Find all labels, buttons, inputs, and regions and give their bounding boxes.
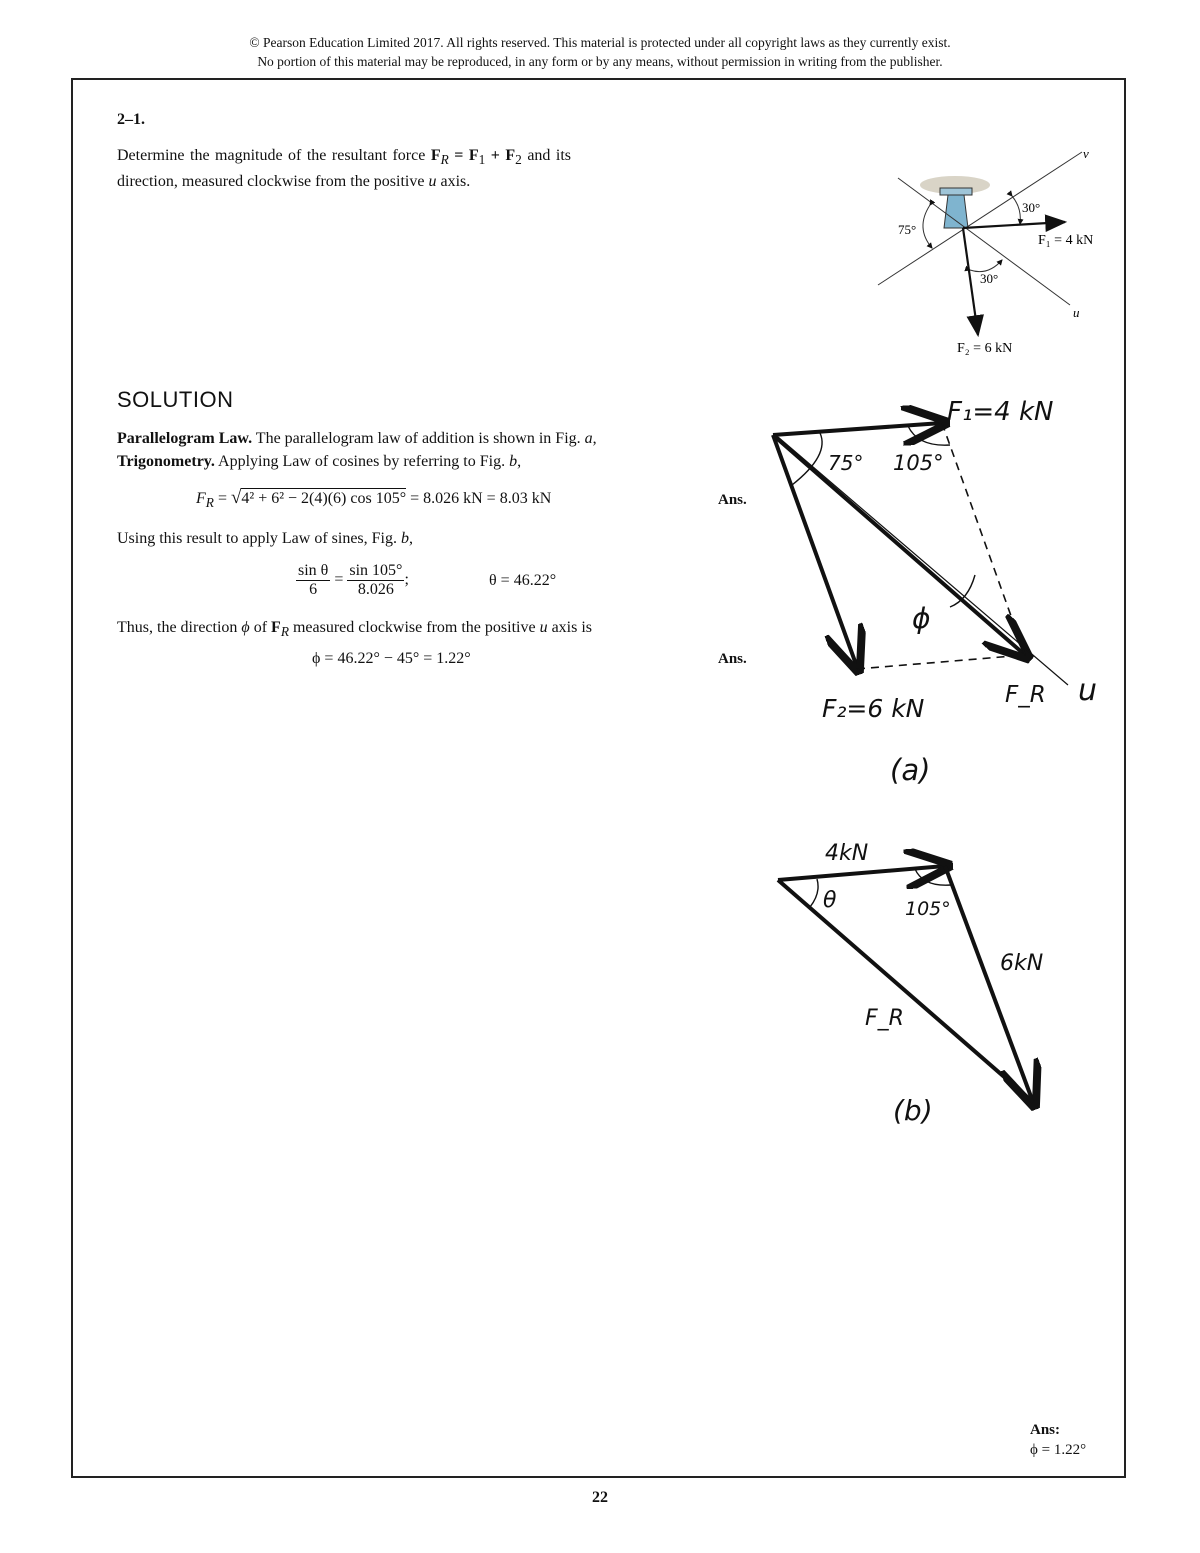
f2-symbol: $F_2$ [505,147,522,168]
parallelogram-law-heading: Parallelogram Law. [117,430,253,447]
copyright-line-1: © Pearson Education Limited 2017. All rights reserved. This material is protected under all copyright laws as they currently exist. [249,35,951,50]
angle-75-label: 75° [898,222,917,237]
sketch-b-4kn-vector [778,866,945,880]
answer-label-2: Ans. [718,651,747,667]
sketch-b-fr-label: F_R [865,1006,904,1031]
sketch-b-4kn-label: 4kN [825,841,869,866]
statement-text-1: Determine the magnitude of the resultant force [117,147,426,164]
sine-den-1: 6 [309,581,318,598]
u-symbol: u [428,173,437,191]
sketch-a-u-label: u [1078,673,1098,708]
sketch-a-angle-105: 105° [893,451,944,475]
line3-text: Using this result to apply Law of sines, Fig. [117,530,401,547]
eq1-result: = 8.026 kN = 8.03 kN [406,490,552,507]
sine-num-2: sin 105° [349,562,403,579]
problem-statement [117,145,571,193]
trigonometry-heading: Trigonometry. [117,453,215,470]
copyright-line-2: No portion of this material may be reproduced, in any form or by any means, without permission in writing from the publisher. [257,54,943,69]
solution-line-3 [117,528,413,550]
final-answer-label: Ans: [1030,1422,1061,1438]
problem-figure [860,140,1120,365]
f2-arrow [963,228,978,335]
sketch-a-f1-vector [773,423,942,435]
sine-fraction-2 [347,562,404,599]
radicand: 4² + 6² − 2(4)(6) cos 105° [241,490,407,507]
angle-arc-75 [923,205,932,248]
phi-equation: ϕ = 46.22° − 45° = 1.22° [312,650,471,667]
statement-text-3: axis. [436,173,471,191]
f2-label: F₂ = 6 kN [957,341,1013,356]
fr-symbol: $F_R$ [430,147,449,168]
sketch-a-caption: (a) [890,753,931,787]
sqrt-sign: √ [230,487,242,508]
angle-arc-30-top [1012,196,1020,224]
line3-fig: b [400,530,409,547]
sketch-a-arc-75 [792,433,822,485]
sketch-a-fr-label: F_R [1005,682,1046,708]
sketch-b-6kn-vector [945,866,1033,1102]
sine-fraction-1 [296,562,330,599]
answer-label-1: Ans. [718,492,747,508]
line4-b: of [249,619,272,636]
eq-sign: = [448,147,469,164]
sketch-a-parallelogram [760,385,1120,795]
sketch-a-f1-label: F₁=4 kN [947,397,1054,427]
v-axis-label: v [1083,146,1089,161]
problem-number: 2–1. [117,111,145,128]
v-axis [878,152,1082,285]
line2-end: , [517,453,522,470]
solution-line-1 [117,428,597,450]
sketch-a-angle-75: 75° [828,451,864,475]
line4-u: u [539,619,548,636]
line4-a: Thus, the direction [117,619,242,636]
line4-c: measured clockwise from the positive [288,619,540,636]
sketch-b-angle-105: 105° [905,898,951,920]
law-of-cosines-equation [196,487,551,511]
line3-end: , [408,530,413,547]
fr-lhs-sub: R [205,495,214,511]
fr-lhs: F [196,490,206,507]
eq1-equals: = [213,490,231,507]
solution-line-2 [117,451,521,473]
u-axis-label: u [1073,305,1080,320]
support-bracket [944,195,968,228]
final-answer-value: ϕ = 1.22° [1030,1442,1087,1458]
sketch-b-6kn-label: 6kN [1000,951,1044,976]
plus-sign: + [485,147,506,164]
f1-symbol: $F_1$ [468,147,486,168]
sketch-a-f2-label: F₂=6 kN [822,694,925,723]
sine-den-2: 8.026 [357,581,394,598]
angle-30-top-label: 30° [1022,200,1041,215]
solution-title: SOLUTION [117,387,234,412]
sketch-b-caption: (b) [893,1094,933,1127]
final-answer-box [1030,1420,1086,1460]
support-plate [940,188,972,195]
f1-arrow [963,222,1065,228]
line1-end: , [592,430,597,447]
sketch-a-dashed-2 [857,655,1025,669]
sketch-a-phi: ϕ [912,602,931,635]
phi-symbol: ϕ [241,619,250,636]
sine-equals: = [330,571,348,589]
f1-label: F₁ = 4 kN [1038,233,1094,248]
semicolon: ; [404,571,409,589]
copyright-notice [0,33,1200,71]
line1-text: The parallelogram law of addition is shown in Fig. [252,430,585,447]
fig-b-ref: b [509,453,518,470]
sketch-b-theta: θ [823,888,837,913]
line2-text: Applying Law of cosines by referring to Fig. [214,453,510,470]
line4-d: axis is [547,619,593,636]
statement-text-2: and its direction, measured clockwise from the positive [117,147,572,191]
fig-a-ref: a [584,430,593,447]
sine-num-1: sin θ [298,562,329,579]
angle-30-bottom-label: 30° [980,271,999,286]
sketch-b-arc-theta [810,879,818,907]
law-of-sines-equation [296,562,409,599]
sketch-b-triangle [765,835,1085,1135]
page-number: 22 [592,1489,608,1506]
line4-fr: F [271,619,281,636]
line4-fr-sub: R [280,624,289,640]
theta-result: θ = 46.22° [489,572,557,589]
solution-line-4 [117,617,592,643]
angle-arc-30-bottom [970,260,1002,272]
